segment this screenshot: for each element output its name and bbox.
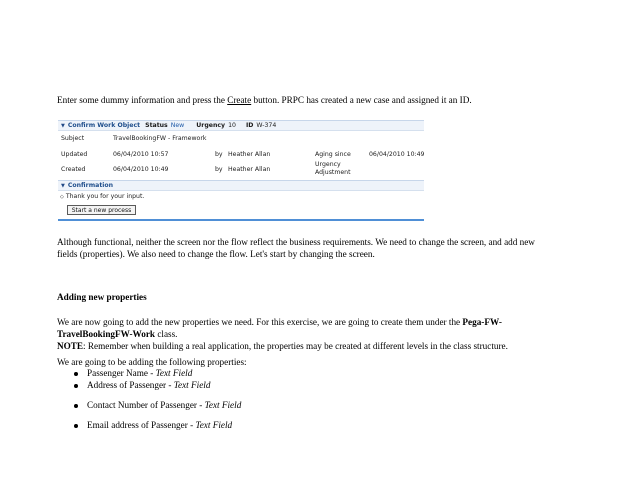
- bullet-icon: [74, 384, 78, 388]
- bullet-icon: [74, 424, 78, 428]
- updated-label: Updated: [61, 151, 88, 158]
- updated-by-label: by: [215, 151, 223, 158]
- thank-you-text: Thank you for your input.: [65, 193, 145, 200]
- property-separator: -: [196, 400, 205, 410]
- confirmation-title: Confirmation: [67, 182, 114, 189]
- bullet-icon: [74, 372, 78, 376]
- create-reference: Create: [227, 95, 252, 105]
- property-name: Contact Number of Passenger: [87, 400, 197, 410]
- updated-value: 06/04/2010 10:57: [113, 151, 169, 158]
- paragraph-requirements: [57, 236, 597, 260]
- id-value: W-374: [256, 122, 277, 129]
- subject-value: TravelBookingFW - Framework: [113, 135, 207, 142]
- subject-label: Subject: [61, 135, 85, 142]
- property-separator: -: [187, 420, 196, 430]
- class-name-part2: TravelBookingFW-Work: [57, 329, 156, 339]
- created-label: Created: [61, 166, 86, 173]
- chevron-down-icon: ▼: [61, 122, 65, 129]
- id-label: ID: [245, 122, 254, 129]
- list-intro-text: We are going to be adding the following properties:: [57, 357, 247, 367]
- urgency-adjustment-label-2: Adjustment: [315, 169, 351, 176]
- intro-text-end: button. PRPC has created a new case and assigned it an ID.: [251, 95, 472, 105]
- property-type: Text Field: [204, 400, 242, 410]
- intro-text: Enter some dummy information and press the: [57, 95, 228, 105]
- status-label: Status: [145, 122, 168, 129]
- diamond-icon: ◇: [60, 194, 64, 200]
- start-new-process-label: Start a new process: [71, 206, 132, 214]
- property-separator: -: [147, 368, 156, 378]
- created-value: 06/04/2010 10:49: [113, 166, 169, 173]
- note-text: : Remember when building a real application, the properties may be created at different levels in the class structure.: [83, 341, 508, 351]
- updated-by-value: Heather Allan: [228, 151, 271, 158]
- section-title: Confirm Work Object: [67, 122, 141, 129]
- aging-since-value: 06/04/2010 10:49: [369, 151, 425, 158]
- heading-text: Adding new properties: [57, 292, 147, 302]
- created-by-value: Heather Allan: [228, 166, 271, 173]
- property-name: Address of Passenger: [87, 380, 167, 390]
- class-name-part1: Pega-FW-: [462, 317, 502, 327]
- confirmation-header[interactable]: [58, 180, 424, 191]
- property-type: Text Field: [173, 380, 211, 390]
- paragraph-line: fields (properties). We also need to change the flow. Let's start by changing the screen.: [57, 249, 375, 259]
- property-name: Email address of Passenger: [87, 420, 188, 430]
- list-intro: [57, 356, 577, 368]
- confirm-work-object-header[interactable]: [58, 120, 424, 131]
- intro-paragraph: [57, 94, 577, 106]
- section-heading: [57, 291, 577, 303]
- paragraph-line: Although functional, neither the screen nor the flow reflect the business requirements. We need to change the screen, and add new: [57, 237, 535, 247]
- created-by-label: by: [215, 166, 223, 173]
- note-label: NOTE: [57, 341, 84, 351]
- thank-you-message: [60, 193, 144, 200]
- property-name: Passenger Name: [87, 368, 148, 378]
- paragraph-text: We are now going to add the new properties we need. For this exercise, we are going to create them under the: [57, 317, 463, 327]
- status-value: New: [170, 122, 185, 129]
- start-new-process-button[interactable]: [67, 205, 136, 215]
- confirm-work-object-screenshot: [58, 114, 424, 221]
- bullet-icon: [74, 404, 78, 408]
- aging-since-label: Aging since: [315, 151, 351, 158]
- chevron-down-icon: ▼: [61, 182, 65, 189]
- property-type: Text Field: [155, 368, 193, 378]
- property-separator: -: [166, 380, 174, 390]
- urgency-value: 10: [228, 122, 236, 129]
- paragraph-new-properties: [57, 316, 597, 352]
- urgency-label: Urgency: [196, 122, 226, 129]
- urgency-adjustment-label: Urgency: [315, 161, 341, 168]
- property-type: Text Field: [195, 420, 233, 430]
- paragraph-text: class.: [155, 329, 178, 339]
